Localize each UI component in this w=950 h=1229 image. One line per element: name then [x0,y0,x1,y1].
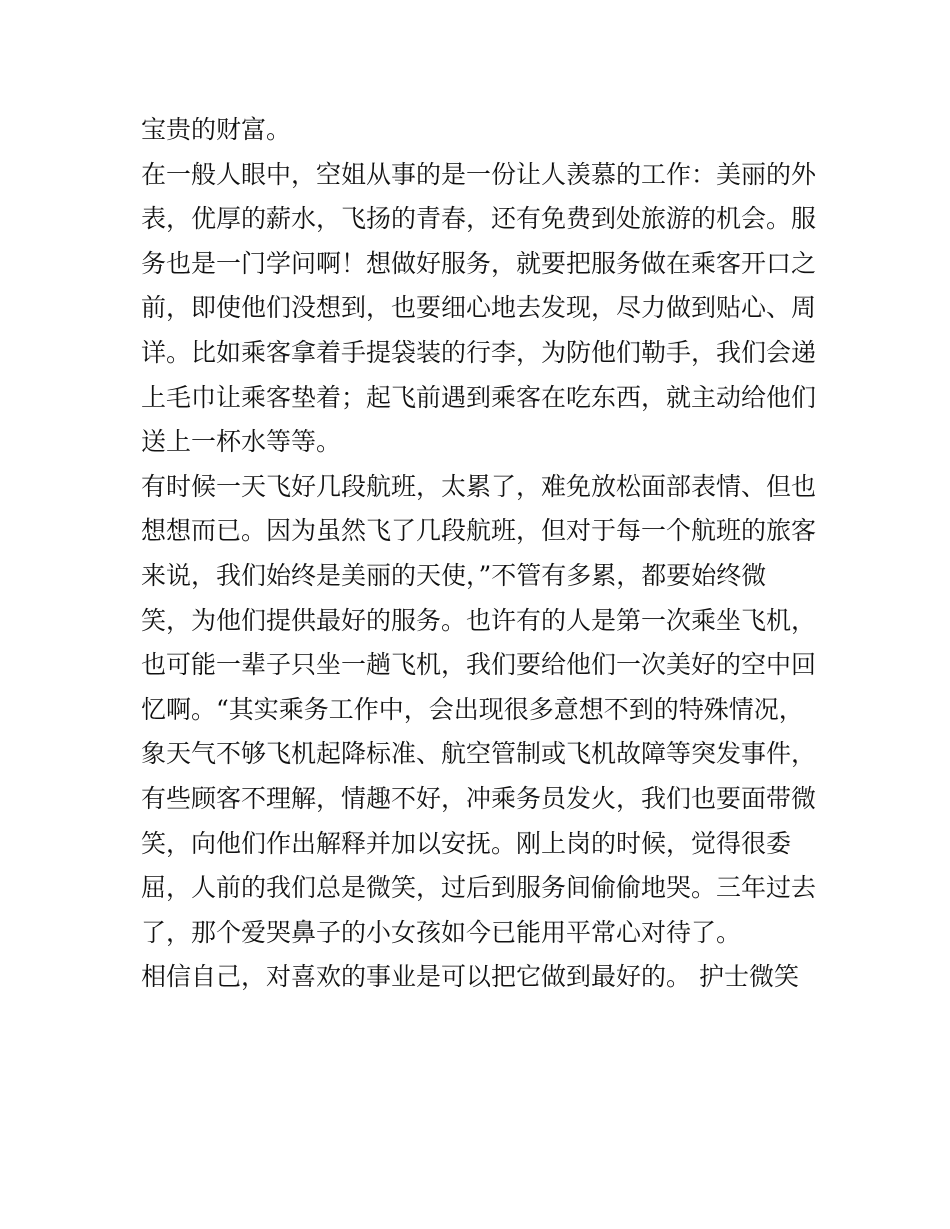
text-line: 也可能一辈子只坐一趟飞机，我们要给他们一次美好的空中回 [141,650,817,680]
text-line: 有时候一天飞好几段航班，太累了，难免放松面部表情、但也 [141,471,817,501]
text-line: 前，即使他们没想到，也要细心地去发现，尽力做到贴心、周 [141,293,817,323]
text-line: 屈，人前的我们总是微笑，过后到服务间偷偷地哭。三年过去 [141,873,817,903]
body-text [141,108,821,1000]
text-line: 送上一杯水等等。 [141,427,342,457]
text-line: 有些顾客不理解，情趣不好，冲乘务员发火，我们也要面带微 [141,783,817,813]
text-line: 表，优厚的薪水，飞扬的青春，还有免费到处旅游的机会。服 [141,204,817,234]
text-line: 笑，为他们提供最好的服务。也许有的人是第一次乘坐飞机， [141,605,817,635]
text-line: 来说，我们始终是美丽的天使，”不管有多累，都要始终微 [141,560,767,590]
text-line: 笑，向他们作出解释并加以安抚。刚上岗的时候，觉得很委 [141,828,792,858]
text-line: 宝贵的财富。 [141,115,292,144]
text-line: 在一般人眼中，空姐从事的是一份让人羡慕的工作：美丽的外 [141,159,817,189]
text-line: 详。比如乘客拿着手提袋装的行李，为防他们勒手，我们会递 [141,337,817,367]
text-line: 想想而已。因为虽然飞了几段航班，但对于每一个航班的旅客 [141,516,817,546]
text-line: 忆啊。“其实乘务工作中，会出现很多意想不到的特殊情况， [141,694,804,724]
text-line: 相信自己，对喜欢的事业是可以把它做到最好的。 护士微笑 [141,962,799,992]
text-line: 务也是一门学问啊！想做好服务，就要把服务做在乘客开口之 [141,248,817,278]
text-line: 上毛巾让乘客垫着；起飞前遇到乘客在吃东西，就主动给他们 [141,382,817,412]
text-line: 象天气不够飞机起降标准、航空管制或飞机故障等突发事件， [141,739,817,769]
text-line: 了，那个爱哭鼻子的小女孩如今已能用平常心对待了。 [141,917,742,947]
